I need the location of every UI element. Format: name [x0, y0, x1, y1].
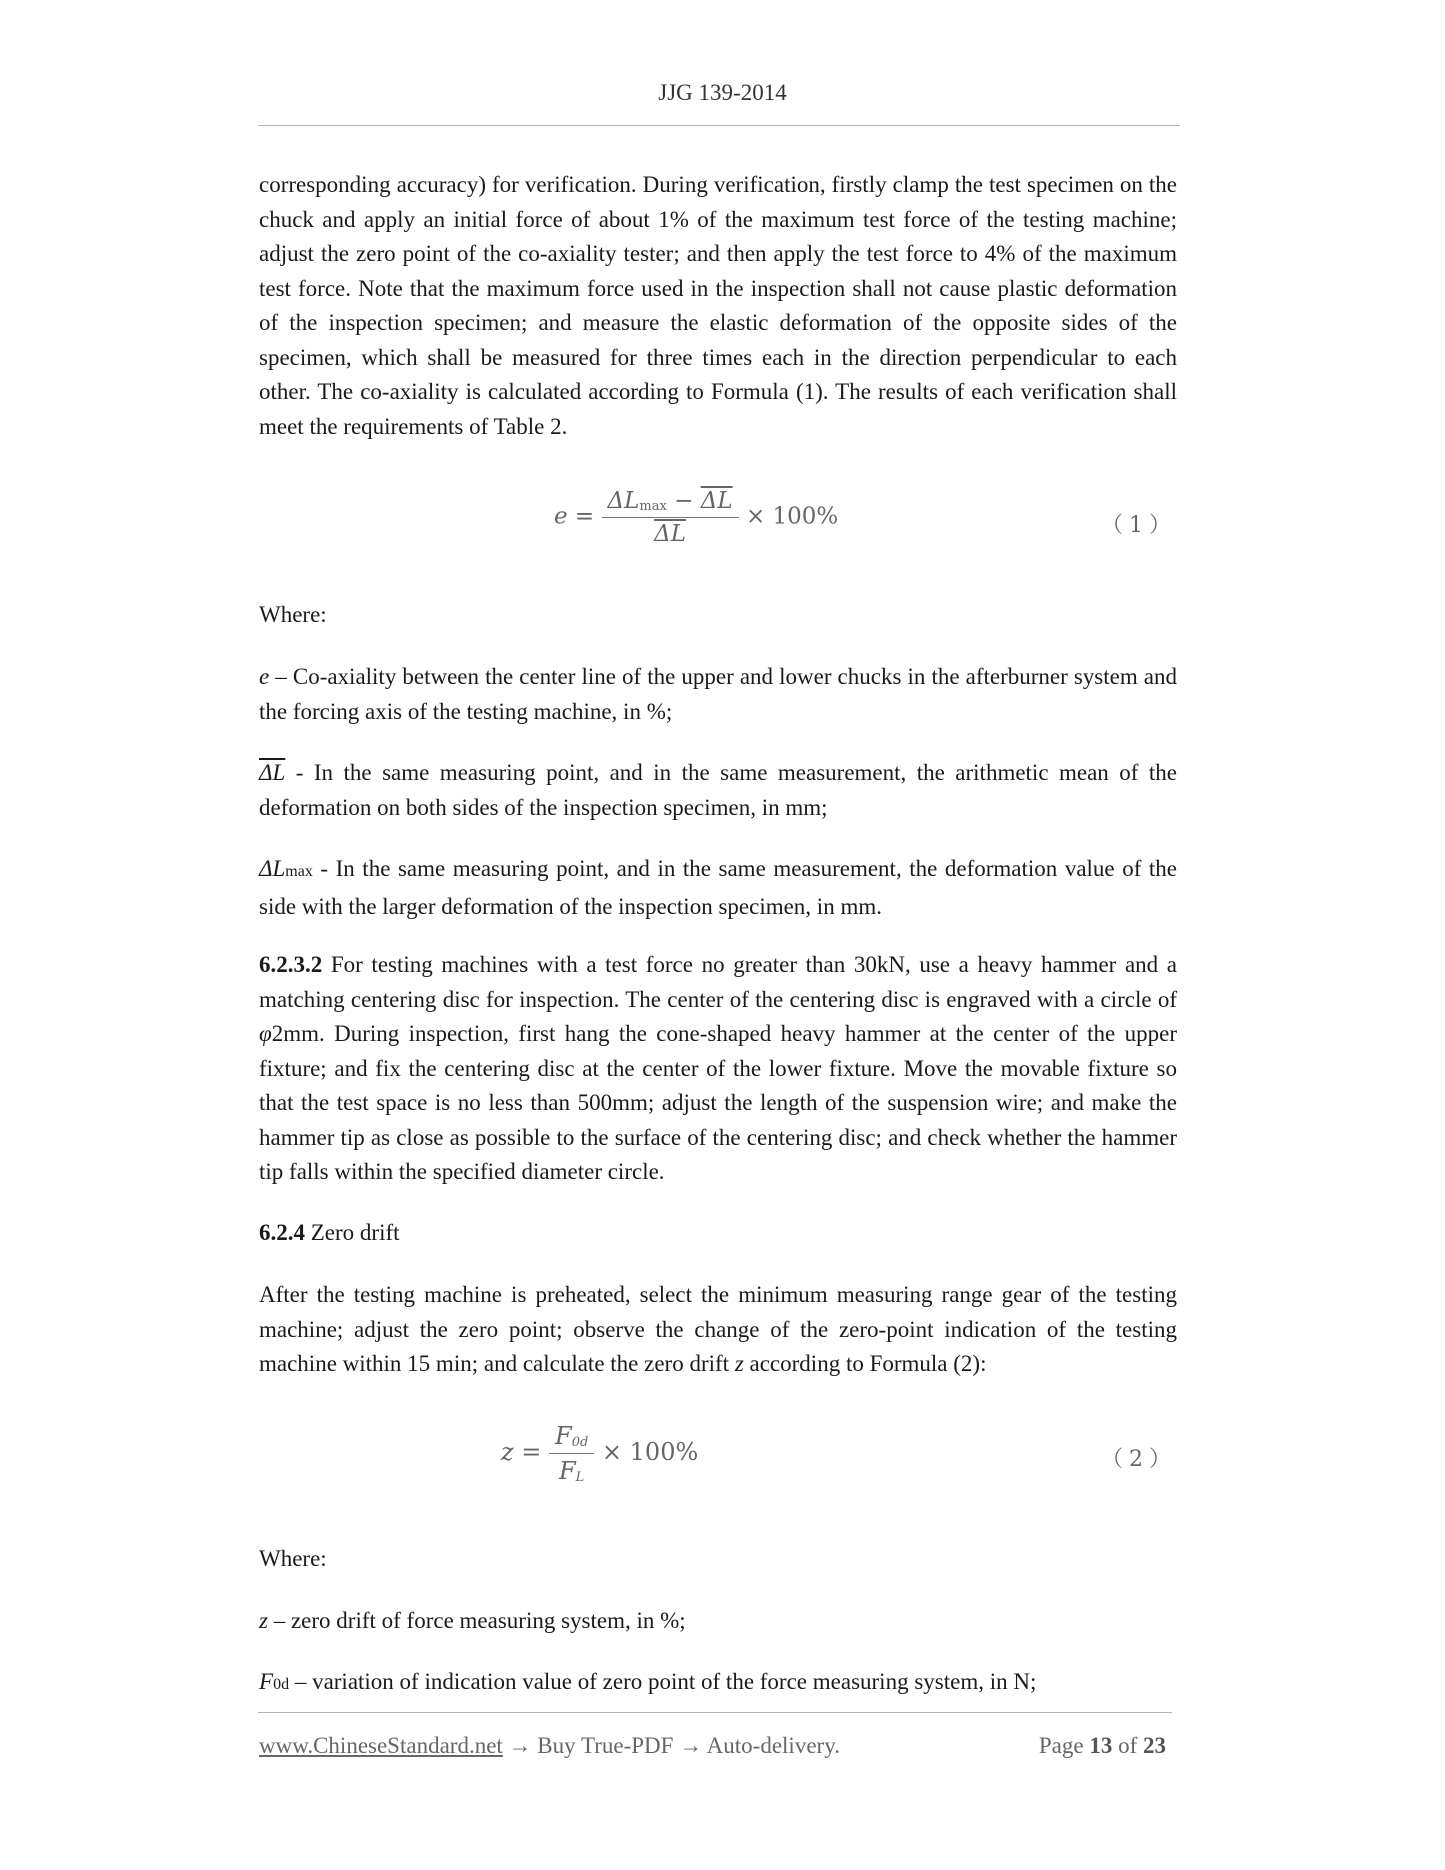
definition-delta-l-mean-text: - In the same measuring point, and in the same measurement, the arithmetic mean of the deformation on both sides of the inspection specimen, in mm;: [259, 760, 1177, 820]
auto-delivery-text: Auto-delivery.: [706, 1733, 840, 1758]
section-6-2-3-2-text-b: 2mm. During inspection, first hang the cone-shaped heavy hammer at the center of the upper fixture; and fix the centering disc at the center of the lower fixture. Move the movable fixture so that the test space is no less than 500mm; adjust the length of the suspension wire; and make the hammer tip as close as possible to the surface of the centering disc; and check whether the hammer tip falls within the specified diameter circle.: [259, 1021, 1177, 1184]
formula-1-row: [259, 488, 1177, 564]
section-6-2-3-2: [259, 948, 1177, 1190]
definition-delta-l-max-text: - In the same measuring point, and in the same measurement, the deformation value of the side with the larger deformation of the inspection specimen, in mm.: [259, 856, 1177, 919]
formula-1-fraction: [602, 488, 739, 547]
buy-pdf-text: Buy True-PDF: [537, 1733, 674, 1758]
phi-symbol: φ: [259, 1021, 272, 1046]
footer-arrow-2: →: [673, 1733, 707, 1758]
formula-2-numerator: [549, 1422, 594, 1454]
section-6-2-3-2-number: 6.2.3.2: [259, 952, 323, 977]
zero-drift-paragraph: [259, 1278, 1177, 1382]
definition-z: [259, 1604, 1177, 1639]
where-label-2: Where:: [259, 1546, 327, 1571]
definition-z-symbol: z: [259, 1608, 268, 1633]
definition-e-symbol: e: [259, 664, 270, 689]
definition-e: [259, 660, 1177, 729]
footer-arrow-1: →: [502, 1733, 538, 1758]
definition-delta-l-max: [259, 852, 1177, 924]
intro-paragraph: corresponding accuracy) for verification. During verification, firstly clamp the test specimen on the chuck and apply an initial force of about 1% of the maximum test force of the testing machine; adjust the zero point of the co-axiality tester; and then apply the test force to 4% of the maximum test force. Note that the maximum force used in the inspection shall not cause plastic deformation of the inspection specimen; and measure the elastic deformation of the opposite sides of the specimen, which shall be measured for three times each in the direction perpendicular to each other. The co-axiality is calculated according to Formula (1). The results of each verification shall meet the requirements of Table 2.: [259, 172, 1177, 439]
formula-2-fraction: [549, 1422, 594, 1485]
page-of: of: [1118, 1733, 1138, 1758]
section-6-2-4-heading: [259, 1216, 1177, 1251]
formula-2-row: [259, 1422, 1177, 1498]
formula-1: [554, 488, 838, 547]
footer-promo: [259, 1733, 840, 1759]
definition-delta-l-max-symbol: ΔL: [259, 856, 286, 881]
formula-1-num-a-sub: max: [639, 499, 667, 514]
definition-delta-l-mean: [259, 756, 1177, 825]
formula-1-num-a: ΔL: [607, 488, 640, 514]
section-6-2-4-number: 6.2.4: [259, 1220, 305, 1245]
formula-1-minus: −: [674, 488, 694, 514]
formula-1-denominator: [602, 518, 739, 547]
formula-1-lhs: e =: [554, 503, 595, 530]
definition-delta-l-max-sub: max: [285, 863, 313, 880]
formula-1-number: （1）: [1101, 513, 1177, 538]
page-current: 13: [1089, 1733, 1113, 1758]
definition-f0d-text: – variation of indication value of zero point of the force measuring system, in N;: [289, 1669, 1037, 1694]
document-code-header: JJG 139-2014: [658, 80, 787, 105]
definition-z-text: – zero drift of force measuring system, in %;: [267, 1608, 686, 1633]
formula-1-den: ΔL: [654, 521, 687, 547]
definition-f0d-sub: 0d: [273, 1676, 290, 1693]
page-indicator: [1039, 1733, 1166, 1759]
website-link[interactable]: www.ChineseStandard.net: [259, 1733, 503, 1758]
zero-drift-text-b: according to Formula (2):: [743, 1351, 987, 1376]
formula-2: [501, 1422, 698, 1485]
page-word: Page: [1038, 1733, 1084, 1758]
formula-2-number: （2）: [1101, 1447, 1177, 1472]
formula-2-denominator: [549, 1454, 594, 1485]
definition-f0d: [259, 1665, 1177, 1703]
formula-1-num-b: $\overline{\Delta L}$: [700, 488, 733, 514]
definition-delta-l-mean-symbol: $\overline{\Delta L}$: [259, 760, 286, 785]
formula-1-numerator: [602, 488, 739, 518]
definition-f0d-symbol: F: [259, 1669, 274, 1694]
header-divider: [258, 125, 1180, 126]
formula-2-lhs: z =: [501, 1438, 542, 1466]
formula-2-tail: × 100%: [601, 1438, 699, 1466]
formula-2-den: F: [559, 1457, 576, 1485]
formula-1-tail: × 100%: [745, 503, 839, 530]
formula-2-den-sub: L: [575, 1470, 585, 1485]
page-total: 23: [1143, 1733, 1166, 1758]
formula-2-num: F: [555, 1422, 572, 1450]
section-6-2-4-title: Zero drift: [305, 1220, 400, 1245]
definition-e-text: – Co-axiality between the center line of the upper and lower chucks in the afterburner system and the forcing axis of the testing machine, in %;: [259, 664, 1177, 724]
formula-2-num-sub: 0d: [571, 1435, 589, 1450]
zero-drift-text-a: After the testing machine is preheated, select the minimum measuring range gear of the testing machine; adjust the zero point; observe the change of the zero-point indication of the testing machine within 15 min; and calculate the zero drift: [259, 1282, 1177, 1376]
where-label-1: Where:: [259, 602, 327, 627]
zero-drift-symbol: z: [734, 1351, 744, 1376]
section-6-2-3-2-text-a: For testing machines with a test force no greater than 30kN, use a heavy hammer and a matching centering disc for inspection. The center of the centering disc is engraved with a circle of: [259, 952, 1177, 1012]
footer-divider: [258, 1712, 1172, 1713]
